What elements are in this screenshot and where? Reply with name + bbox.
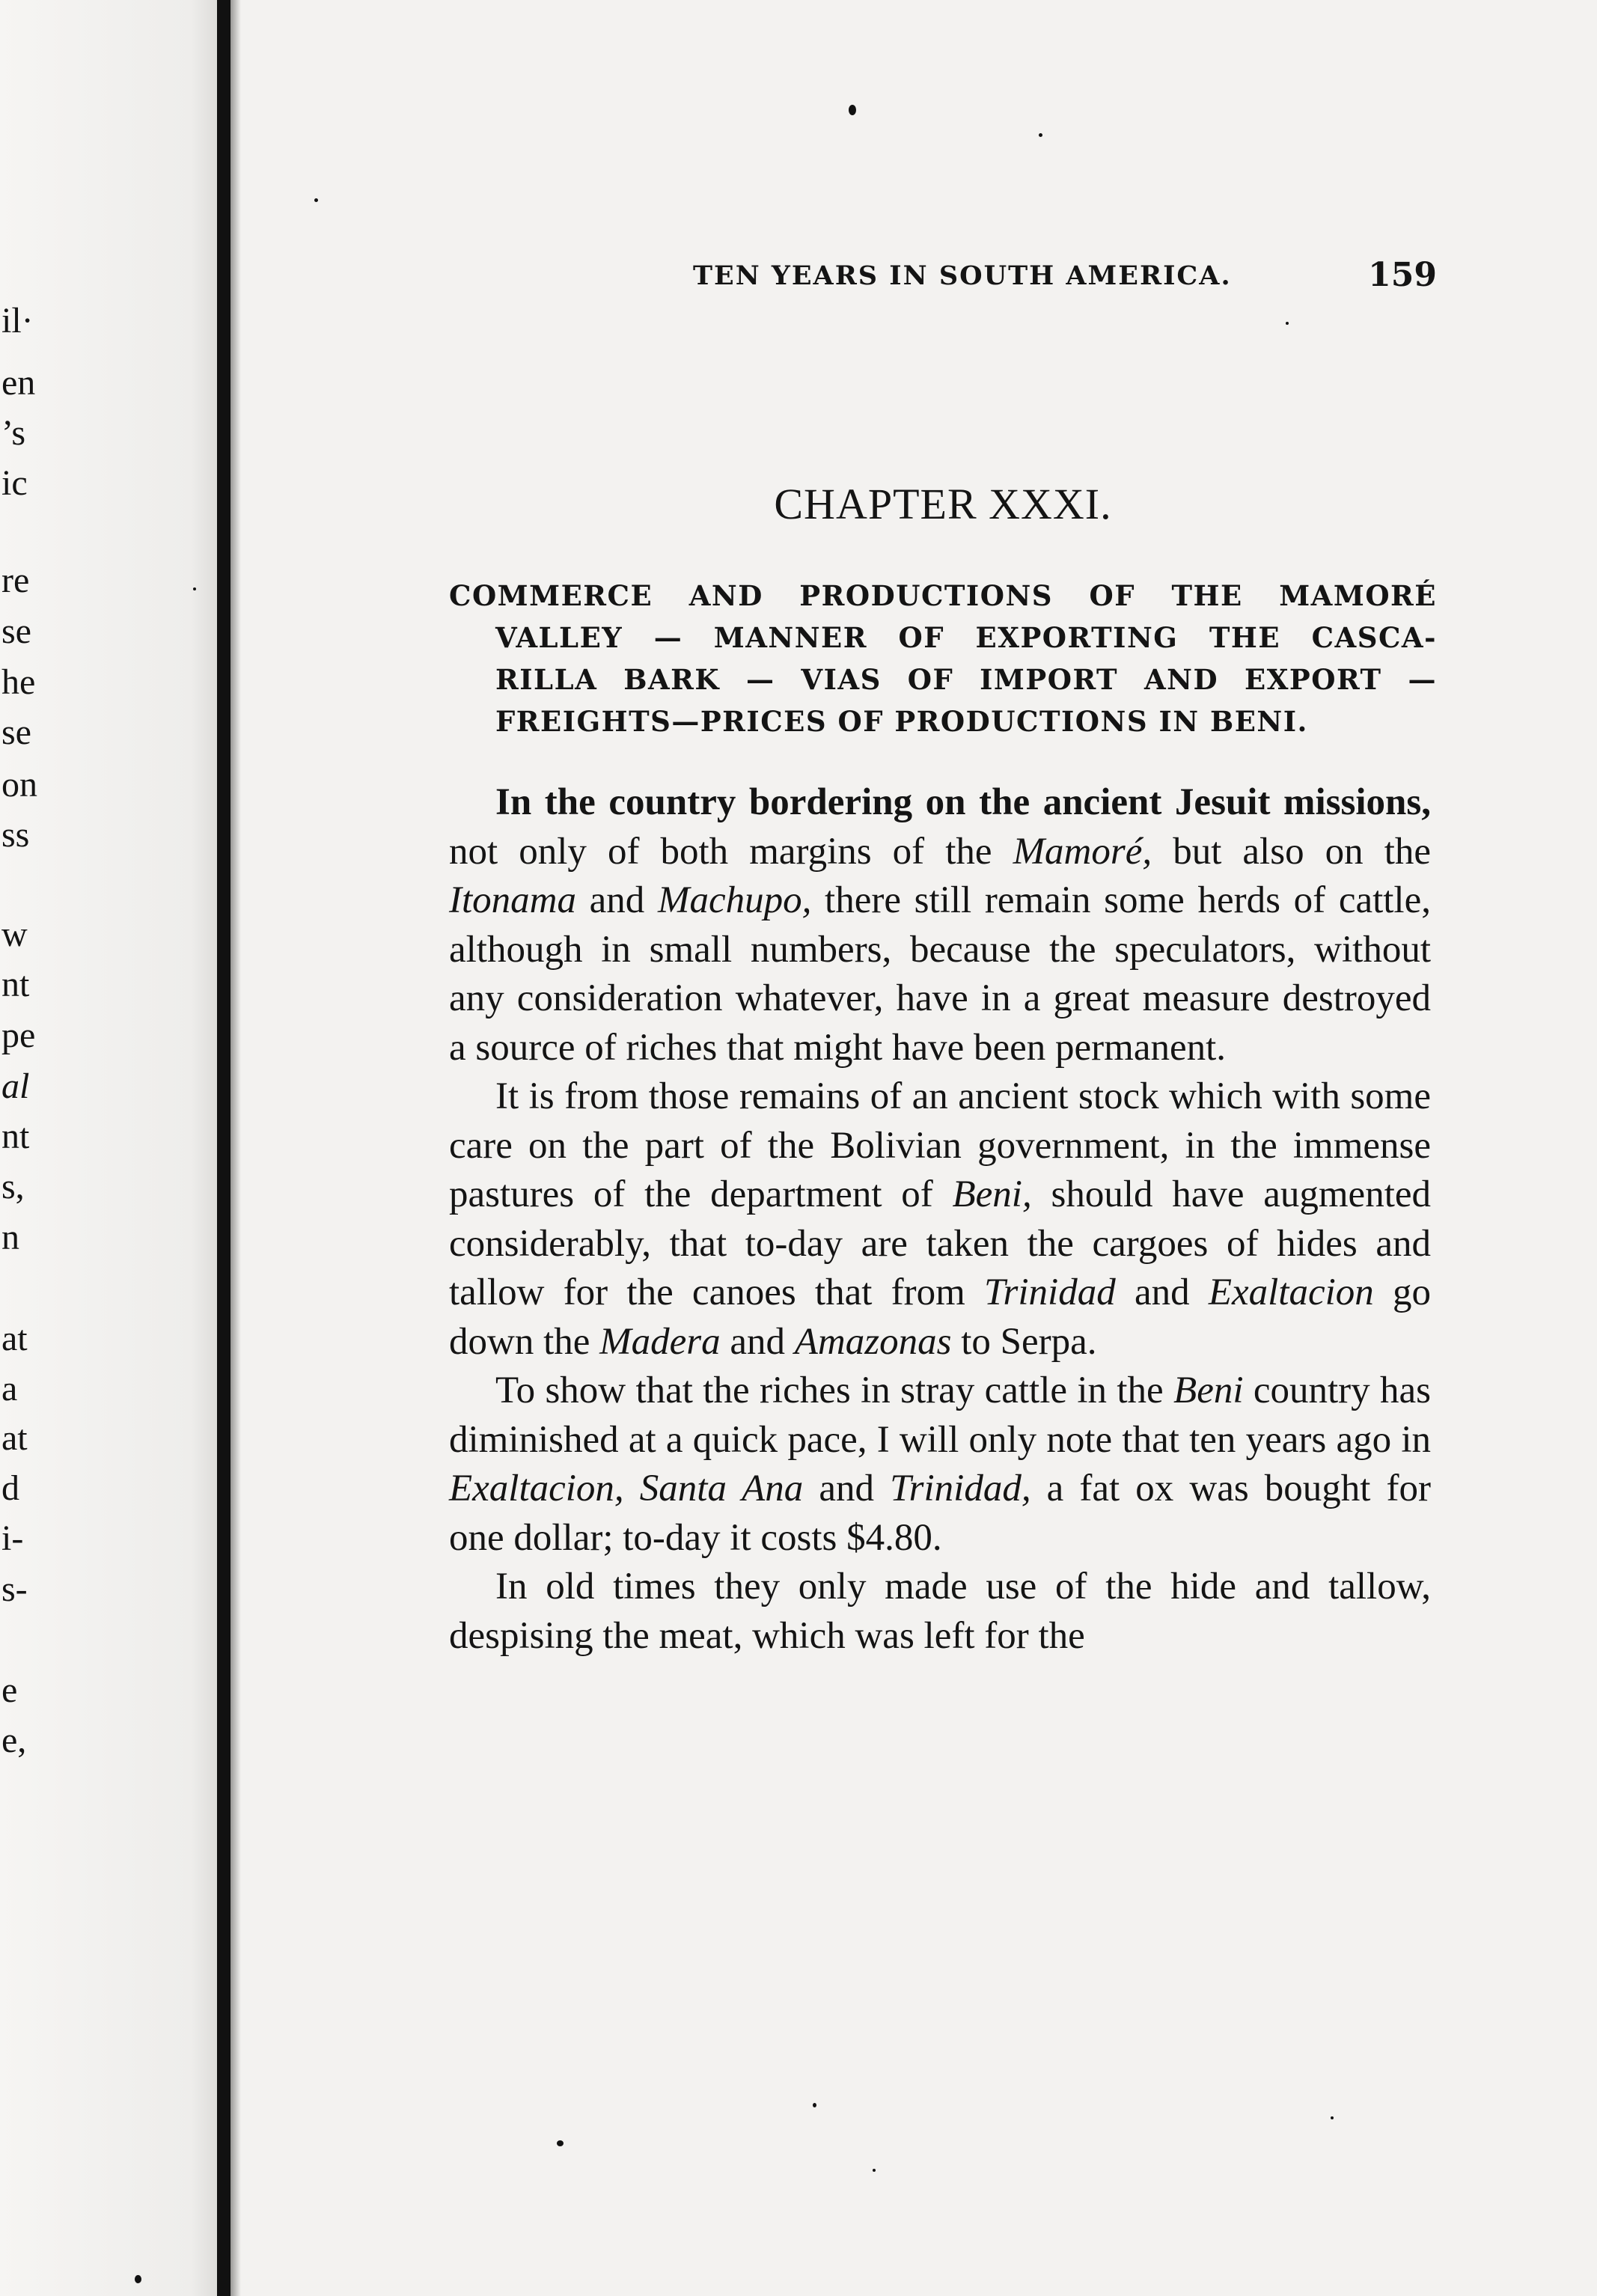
body-text bbox=[449, 778, 1431, 1661]
text-run: and bbox=[575, 879, 658, 921]
ink-speck bbox=[1286, 322, 1289, 325]
italic-place-name: Amazonas bbox=[794, 1320, 952, 1363]
paragraph bbox=[449, 778, 1431, 1072]
fragment: e, bbox=[1, 1721, 27, 1760]
text-run: not only of both margins of the bbox=[449, 830, 1013, 873]
fragment: al bbox=[1, 1066, 30, 1106]
fragment: i- bbox=[1, 1518, 24, 1558]
fragment: d bbox=[1, 1468, 19, 1508]
fragment: nt bbox=[1, 1117, 30, 1156]
running-head bbox=[688, 256, 1437, 298]
gutter-shadow bbox=[230, 0, 241, 2296]
text-run: and bbox=[1115, 1271, 1209, 1313]
paragraph bbox=[449, 1367, 1431, 1563]
fragment: se bbox=[1, 712, 31, 752]
ink-speck bbox=[557, 2140, 564, 2146]
text-run bbox=[624, 1468, 640, 1509]
ink-speck bbox=[314, 198, 318, 202]
italic-place-name: Exaltacion bbox=[1208, 1271, 1374, 1313]
text-run: It is from those remains of an ancient stock which with some care on the part of the Bolivian government, in the immense pastures of the department of bbox=[449, 1075, 1431, 1215]
summary-line: COMMERCE AND PRODUCTIONS OF THE MAMORÉ bbox=[449, 579, 1437, 612]
text-run: but also on the bbox=[1152, 830, 1431, 873]
italic-place-name: Exaltacion, bbox=[449, 1468, 624, 1509]
fragment: ’s bbox=[1, 413, 26, 453]
ink-speck bbox=[193, 587, 196, 590]
text-run: and bbox=[720, 1320, 795, 1363]
fragment: w bbox=[1, 915, 28, 954]
book-spine-gutter bbox=[217, 0, 230, 2296]
fragment: en bbox=[1, 363, 36, 403]
fragment: on bbox=[1, 765, 37, 804]
ink-speck bbox=[1331, 2116, 1334, 2119]
fragment: ss bbox=[1, 815, 30, 855]
text-run: go down the bbox=[449, 1271, 1431, 1363]
page-number: 159 bbox=[1368, 256, 1437, 294]
paragraph-lead: In the country bordering on the ancient Jesuit missions, bbox=[495, 781, 1431, 823]
fragment: ic bbox=[1, 463, 28, 503]
text-run: and bbox=[803, 1468, 891, 1509]
text-run: To show that the riches in stray cattle in the bbox=[495, 1370, 1174, 1411]
paragraph bbox=[449, 1563, 1431, 1661]
running-head-title: TEN YEARS IN SOUTH AMERICA. bbox=[693, 260, 1232, 291]
fragment: a bbox=[1, 1369, 18, 1408]
fragment: il· bbox=[1, 301, 34, 341]
ink-speck bbox=[873, 2169, 876, 2172]
text-run: In old times they only made use of the hide and tallow, despising the meat, which was left for the bbox=[449, 1566, 1431, 1657]
fragment: at bbox=[1, 1319, 28, 1358]
paragraph bbox=[449, 1072, 1431, 1367]
italic-place-name: Beni bbox=[1173, 1370, 1244, 1411]
fragment: s, bbox=[1, 1167, 25, 1206]
text-run: a fat ox was bought for one dollar; to-day it costs $4.80. bbox=[449, 1468, 1431, 1559]
summary-line: VALLEY — MANNER OF EXPORTING THE CASCA- bbox=[495, 621, 1437, 654]
fragment: pe bbox=[1, 1016, 36, 1055]
fragment: he bbox=[1, 662, 36, 702]
ink-speck bbox=[1039, 133, 1042, 137]
italic-place-name: Mamoré, bbox=[1013, 830, 1152, 873]
facing-page bbox=[0, 0, 225, 2296]
text-run: country has diminished at a quick pace, I will only note that ten years ago in bbox=[449, 1370, 1431, 1461]
ink-speck bbox=[813, 2103, 816, 2107]
fragment: se bbox=[1, 611, 31, 651]
italic-place-name: Trinidad, bbox=[890, 1468, 1031, 1509]
facing-page-text-fragments bbox=[0, 0, 36, 2296]
italic-place-name: Madera bbox=[599, 1320, 721, 1363]
italic-place-name: Santa Ana bbox=[639, 1468, 804, 1509]
fragment: at bbox=[1, 1418, 28, 1458]
chapter-summary bbox=[449, 575, 1437, 742]
fragment: s- bbox=[1, 1569, 28, 1609]
ink-speck bbox=[849, 105, 856, 115]
italic-place-name: Machupo, bbox=[658, 879, 812, 921]
summary-line: FREIGHTS—PRICES OF PRODUCTIONS IN BENI. bbox=[495, 705, 1308, 738]
text-run: to Serpa. bbox=[951, 1320, 1097, 1363]
fragment: re bbox=[1, 561, 30, 600]
fragment: e bbox=[1, 1670, 18, 1710]
text-run: there still remain some herds of cattle, although in small numbers, because the speculators, without any consideration whatever, have in a great measure destroyed a source of riches that might have been permanent. bbox=[449, 879, 1431, 1069]
fragment: nt bbox=[1, 965, 30, 1004]
italic-place-name: Beni, bbox=[952, 1173, 1032, 1215]
italic-place-name: Itonama bbox=[449, 879, 576, 921]
summary-line: RILLA BARK — VIAS OF IMPORT AND EXPORT — bbox=[495, 663, 1437, 696]
italic-place-name: Trinidad bbox=[983, 1271, 1116, 1313]
text-run: should have augmented considerably, that to-day are taken the cargoes of hides and tallow for the canoes that from bbox=[449, 1173, 1431, 1313]
ink-speck bbox=[135, 2275, 141, 2283]
chapter-title: CHAPTER XXXI. bbox=[774, 480, 1112, 528]
fragment: n bbox=[1, 1218, 19, 1257]
